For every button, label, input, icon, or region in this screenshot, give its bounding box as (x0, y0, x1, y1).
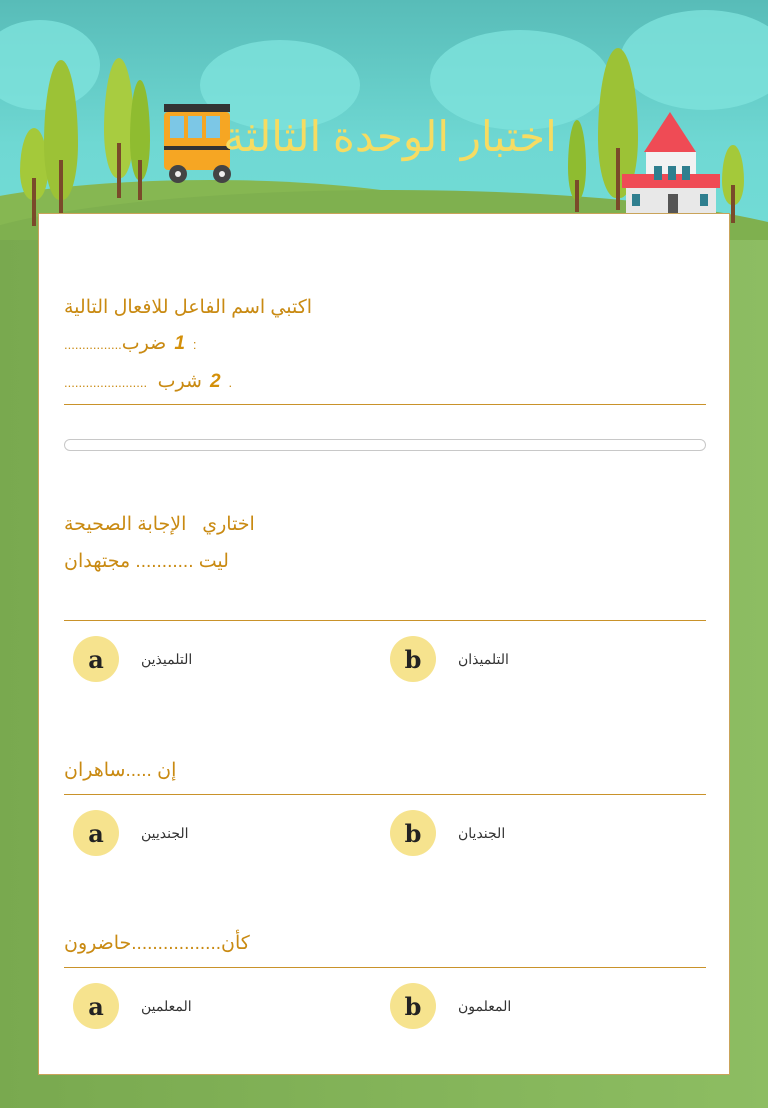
instruction-text: اختاري الإجابة الصحيحة (64, 514, 255, 535)
option-label: الجنديان (458, 824, 506, 841)
question-1 (64, 550, 229, 573)
option-letter-badge: a (73, 810, 119, 856)
page-title: اختبار الوحدة الثالثة (223, 113, 557, 160)
option-letter-badge: b (390, 983, 436, 1029)
question-text: ليت ........... مجتهدان (64, 551, 229, 572)
house-illustration (622, 112, 720, 214)
cloud (620, 10, 768, 110)
option-letter-badge: a (73, 983, 119, 1029)
item-row (64, 370, 232, 393)
option-b[interactable] (390, 983, 511, 1029)
item-word: شرب (157, 371, 202, 392)
option-label: التلميذان (458, 650, 509, 667)
item-prefix: . (228, 375, 233, 390)
section1-item-1 (64, 332, 197, 355)
option-label: الجنديين (141, 824, 189, 841)
quiz-card (38, 213, 730, 1075)
option-label: المعلمون (458, 997, 512, 1014)
question-3 (64, 932, 250, 955)
item-word: ضرب (121, 333, 167, 354)
option-a[interactable] (73, 636, 192, 682)
item-number: 2 (209, 371, 221, 392)
option-letter-badge: b (390, 810, 436, 856)
option-a[interactable] (73, 810, 189, 856)
option-letter-badge: b (390, 636, 436, 682)
option-letter-badge: a (73, 636, 119, 682)
section1-instruction (64, 296, 312, 319)
section1-item-2 (64, 370, 232, 393)
item-blank: ....................... (64, 375, 148, 390)
instruction-text: اكتبي اسم الفاعل للافعال التالية (64, 297, 313, 318)
divider (64, 404, 706, 405)
option-label: التلميذين (141, 650, 193, 667)
item-number: 1 (174, 333, 185, 354)
divider (64, 794, 706, 795)
item-row (64, 332, 197, 355)
option-b[interactable] (390, 636, 509, 682)
option-a[interactable] (73, 983, 192, 1029)
item-prefix: : (192, 337, 197, 352)
option-b[interactable] (390, 810, 505, 856)
section2-instruction (64, 513, 255, 536)
question-text: كأن.................حاضرون (64, 933, 250, 954)
divider (64, 620, 706, 621)
question-text: إن .....ساهران (64, 760, 177, 781)
question-2 (64, 759, 176, 782)
option-label: المعلمين (141, 997, 192, 1014)
item-blank: ................ (64, 337, 122, 352)
header-banner (0, 0, 768, 240)
answer-input[interactable] (64, 439, 706, 451)
divider (64, 967, 706, 968)
